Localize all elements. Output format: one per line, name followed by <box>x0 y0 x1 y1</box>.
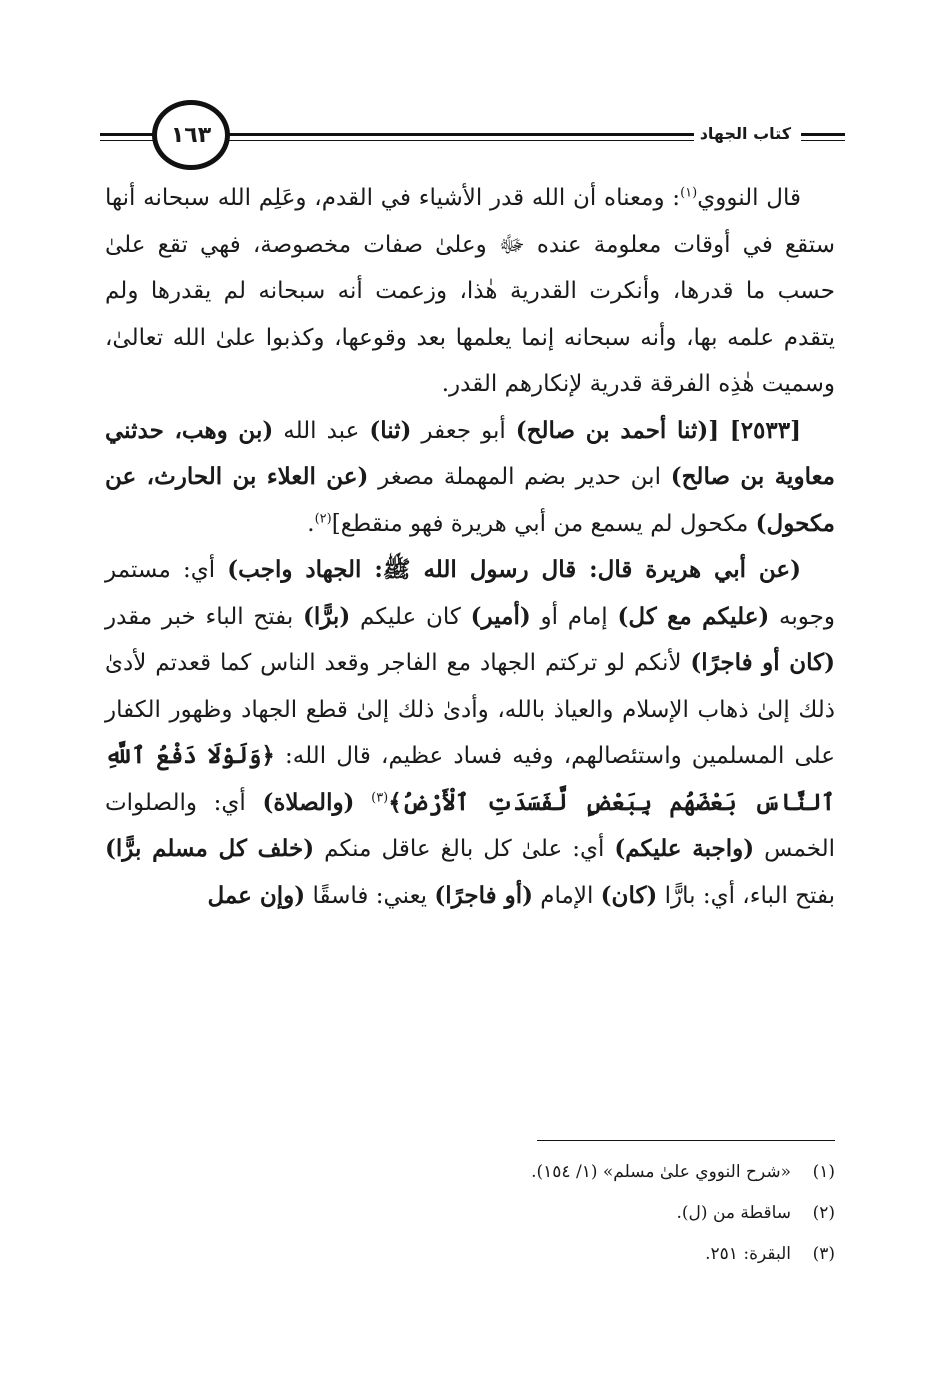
text-run: الإمام <box>532 882 601 909</box>
bold-run: (كان) <box>600 881 658 909</box>
text-run: ابن حدير بضم المهملة مصغر <box>368 464 671 490</box>
footnote-1 <box>105 1152 835 1193</box>
paragraph-2 <box>105 408 835 548</box>
footnotes <box>105 1152 835 1275</box>
footnote-3 <box>105 1234 835 1275</box>
footnote-ref-2[interactable]: (٢) <box>314 510 332 526</box>
text-run: بفتح الباء خبر مقدر <box>105 603 303 630</box>
text-run: يعني: فاسقًا <box>305 882 435 909</box>
paragraph-1 <box>105 175 835 408</box>
bold-run: (خلف كل مسلم برًّا) <box>105 835 315 862</box>
text-run: لأنكم لو تركتم الجهاد مع الفاجر وقعد الناس كما قعدتم لأدىٰ ذلك إلىٰ ذهاب الإسلام والعياذ بالله، وأدىٰ ذلك إلىٰ قطع الجهاد وظهور الكفار على المسلمين واستئصالهم، وفيه فساد عظيم، قال الله: <box>105 650 836 769</box>
text-run: كان عليكم <box>350 603 471 630</box>
chapter-title: كتاب الجهاد <box>694 122 797 146</box>
bold-run: (عليكم مع كل) <box>617 602 770 630</box>
body-text <box>105 175 835 919</box>
bold-run: (أمير) <box>470 602 531 630</box>
bold-run: (ثنا) <box>369 416 412 444</box>
bold-run: (وإن عمل <box>207 881 306 909</box>
text-run: : ومعناه أن الله قدر الأشياء في القدم، وعَلِم الله سبحانه أنها ستقع في أوقات معلومة عنده ﷻ وعلىٰ صفات مخصوصة، فهي تقع علىٰ حسب ما قدرها، وأنكرت القدرية هٰذا، وزعمت أنه سبحانه لم يقدرها ولم يتقدم علمه بها، وأنه سبحانه إنما يعلمها بعد وقوعها، وكذبوا علىٰ الله تعالىٰ، وسميت هٰذِه الفرقة قدرية لإنكارهم القدر. <box>105 185 835 397</box>
text-run: أي: والصلوات الخمس <box>105 789 835 862</box>
footnote-mark: (٢) <box>812 1203 835 1223</box>
paragraph-3 <box>105 547 835 919</box>
header-title-dash <box>801 133 845 136</box>
footnote-text: البقرة: ٢٥١. <box>705 1244 791 1264</box>
bold-run: (كان أو فاجرًا) <box>690 649 835 676</box>
page-number-text: ١٦٣ <box>170 122 212 148</box>
text-run <box>354 790 371 816</box>
footnote-2 <box>105 1193 835 1234</box>
bold-run: (أو فاجرًا) <box>434 881 533 909</box>
bold-run: (عن العلاء بن الحارث، عن مكحول) <box>105 463 835 537</box>
text-run: . <box>307 510 315 537</box>
bold-run: (برًّا) <box>302 602 351 630</box>
text-run: أي: مستمر وجوبه <box>105 557 836 630</box>
bold-run: (والصلاة) <box>262 788 355 816</box>
footnote-mark: (٣) <box>812 1244 835 1264</box>
text-run: إمام أو <box>530 603 618 630</box>
text-run: عبد الله <box>273 417 370 444</box>
footnote-separator <box>537 1140 835 1141</box>
bold-run: (واجبة عليكم) <box>614 835 755 862</box>
page-header <box>100 100 845 170</box>
footnote-text: ساقطة من (ل). <box>676 1203 791 1223</box>
text-run: مكحول لم يسمع من أبي هريرة فهو منقطع] <box>331 510 756 537</box>
page-number <box>152 100 230 170</box>
bold-run: [٢٥٣٣] [(ثنا أحمد بن صالح) <box>515 416 801 444</box>
footnote-mark: (١) <box>812 1162 835 1182</box>
text-run: أي: علىٰ كل بالغ عاقل منكم <box>314 836 615 862</box>
bold-run: (عن أبي هريرة قال: قال رسول الله ﷺ: الجهاد واجب) <box>227 556 802 583</box>
quran-verse: ﴿وَلَوْلَا دَفْعُ ٱللَّهِ ٱلنَّاسَ بَعْضَهُم بِبَعْضٍ لَّفَسَدَتِ ٱلْأَرْضُ﴾ <box>105 742 835 816</box>
footnote-text: «شرح النووي علىٰ مسلم» (١/ ١٥٤). <box>531 1162 791 1182</box>
bold-run: (بن وهب، حدثني معاوية بن صالح) <box>105 416 835 490</box>
footnote-ref-3[interactable]: (٣) <box>371 789 389 805</box>
text-run: قال النووي <box>697 185 801 211</box>
text-run: بفتح الباء، أي: بارًّا <box>657 882 835 909</box>
text-run: أبو جعفر <box>411 417 516 444</box>
footnote-ref-1[interactable]: (١) <box>680 185 698 201</box>
header-title-dash-thin <box>801 140 845 141</box>
